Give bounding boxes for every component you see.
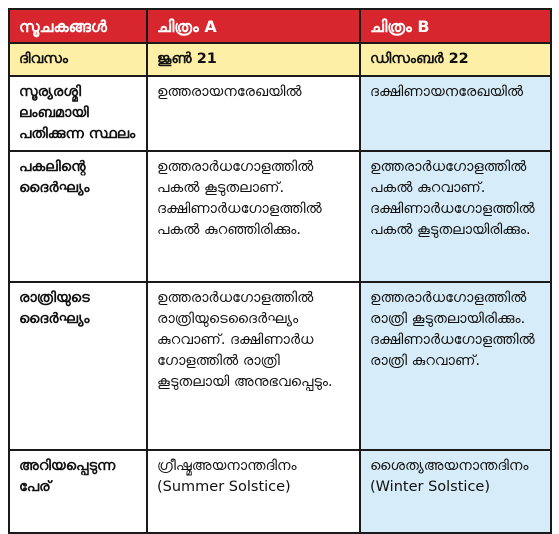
- header-figure-b: ചിത്രം B: [360, 9, 551, 43]
- cell-figure-b: ഉത്തരാർധഗോളത്തിൽ പകൽ കുറവാണ്. ദക്ഷിണാർധഗോളത്തിൽ പകൽ കൂടുതലായിരിക്കും.: [360, 151, 551, 282]
- row-label-known-as: അറിയപ്പെടുന്ന പേര്: [9, 450, 147, 533]
- date-figure-a: ജൂൺ 21: [147, 43, 360, 76]
- cell-figure-a: ഗ്രീഷ്മഅയനാന്തദിനം (Summer Solstice): [147, 450, 360, 533]
- cell-figure-b: ഉത്തരാർധഗോളത്തിൽ രാത്രി കൂടുതലായിരിക്കും. ദക്ഷിണാർധഗോളത്തിൽ രാത്രി കുറവാണ്.: [360, 282, 551, 450]
- header-indicators: സൂചകങ്ങൾ: [9, 9, 147, 43]
- solstice-comparison-table: [8, 8, 552, 534]
- cell-figure-a: ഉത്തരാർധഗോളത്തിൽ പകൽ കൂടുതലാണ്. ദക്ഷിണാർധഗോളത്തിൽ പകൽ കുറഞ്ഞിരിക്കും.: [147, 151, 360, 282]
- date-figure-b: ഡിസംബർ 22: [360, 43, 551, 76]
- table-row: [9, 282, 551, 450]
- date-row: [9, 43, 551, 76]
- table-row: [9, 151, 551, 282]
- table-row: [9, 76, 551, 151]
- table-row: [9, 450, 551, 533]
- row-label-day-length: പകലിന്റെ ദൈർഘ്യം: [9, 151, 147, 282]
- header-figure-a: ചിത്രം A: [147, 9, 360, 43]
- cell-figure-b: ദക്ഷിണായനരേഖയിൽ: [360, 76, 551, 151]
- row-label-perpendicular-rays: സൂര്യരശ്മി ലംബമായി പതിക്കുന്ന സ്ഥലം: [9, 76, 147, 151]
- cell-figure-a: ഉത്തരായനരേഖയിൽ: [147, 76, 360, 151]
- row-label-night-length: രാത്രിയുടെ ദൈർഘ്യം: [9, 282, 147, 450]
- cell-figure-a: ഉത്തരാർധഗോളത്തിൽ രാത്രിയുടെദൈർഘ്യം കുറവാണ്. ദക്ഷിണാർധ ഗോളത്തിൽ രാത്രി കൂടുതലായി അനുഭവപ്പെടും.: [147, 282, 360, 450]
- table-header-row: [9, 9, 551, 43]
- cell-figure-b: ശൈത്യഅയനാന്തദിനം (Winter Solstice): [360, 450, 551, 533]
- date-label: ദിവസം: [9, 43, 147, 76]
